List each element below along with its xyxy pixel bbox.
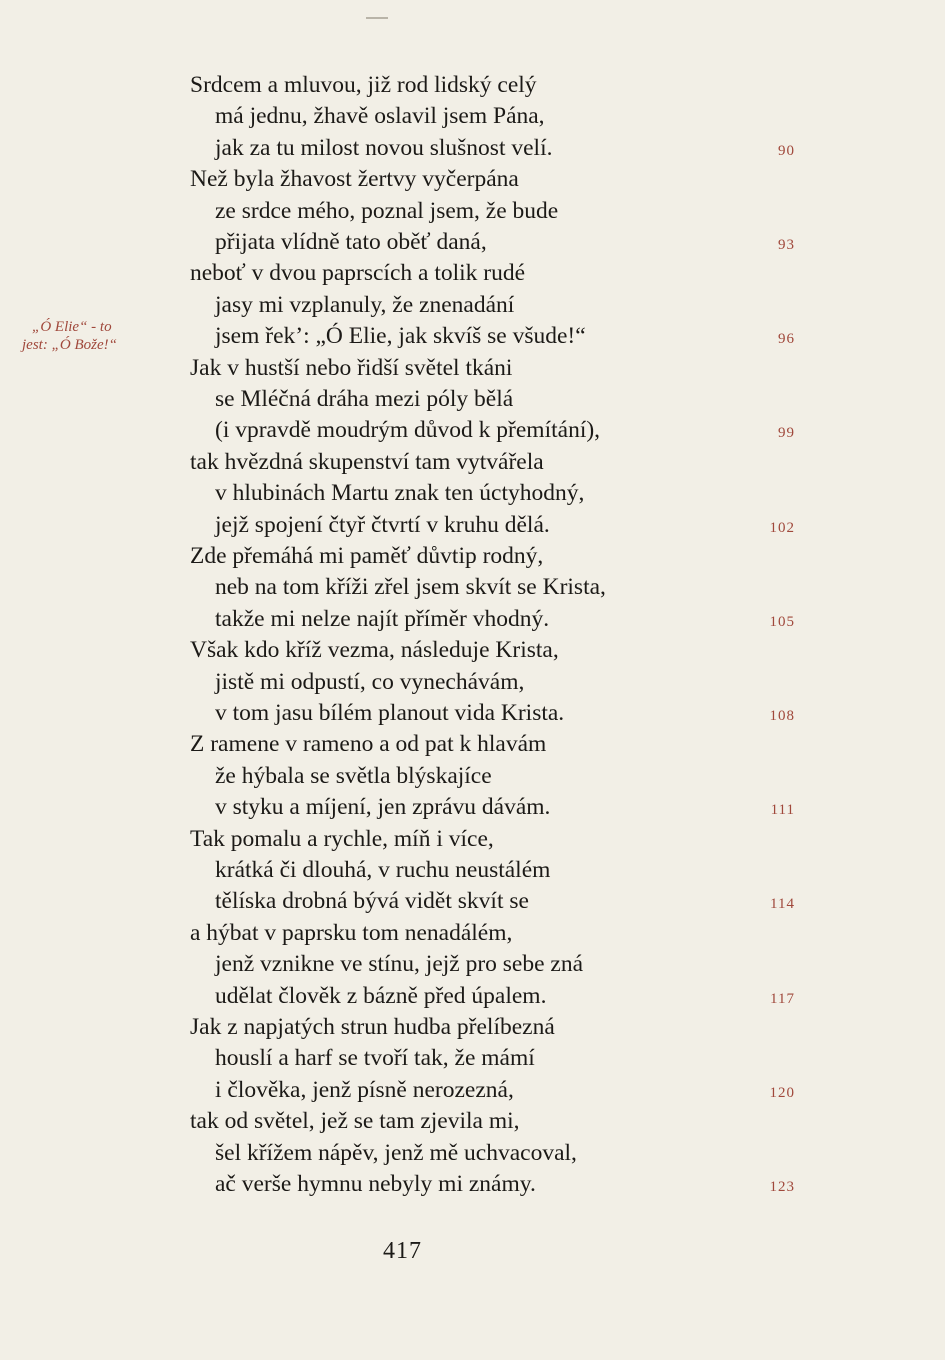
margin-gloss — [22, 318, 182, 354]
verse-line: a hýbat v paprsku tom nenadálém, — [190, 920, 513, 946]
verse-number: 111 — [770, 802, 795, 818]
gloss-line: „Ó Elie“ - to — [32, 319, 112, 335]
verse-number: 93 — [778, 237, 795, 253]
verse-line: jak za tu milost novou slušnost velí. — [215, 135, 553, 161]
verse-number: 96 — [778, 331, 795, 347]
verse-line: tak hvězdná skupenství tam vytvářela — [190, 449, 544, 475]
verse-line: takže mi nelze najít příměr vhodný. — [215, 606, 550, 632]
verse-line: Srdcem a mluvou, již rod lidský celý — [190, 72, 537, 98]
page-number: 417 — [383, 1238, 422, 1264]
verse-line: má jednu, žhavě oslavil jsem Pána, — [215, 103, 545, 129]
verse-line: Než byla žhavost žertvy vyčerpána — [190, 166, 519, 192]
verse-line: jenž vznikne ve stínu, jejž pro sebe zná — [215, 951, 584, 977]
verse-number: 102 — [769, 520, 795, 536]
verse-number: 108 — [769, 708, 795, 724]
verse-line: tak od světel, jež se tam zjevila mi, — [190, 1108, 520, 1134]
verse-line: i člověka, jenž písně nerozezná, — [215, 1077, 514, 1103]
verse-number: 123 — [769, 1179, 795, 1195]
verse-number: 99 — [778, 425, 795, 441]
verse-line: šel křížem nápěv, jenž mě uchvacoval, — [215, 1140, 577, 1166]
verse-line: se Mléčná dráha mezi póly bělá — [215, 386, 514, 412]
verse-line: Jak v hustší nebo řidší světel tkáni — [190, 355, 513, 381]
verse-line: tělíska drobná bývá vidět skvít se — [215, 888, 529, 914]
verse-line: krátká či dlouhá, v ruchu neustálém — [215, 857, 551, 883]
verse-line: v hlubinách Martu znak ten úctyhodný, — [215, 480, 585, 506]
verse-line: Zde přemáhá mi paměť důvtip rodný, — [190, 543, 544, 569]
verse-line: jasy mi vzplanuly, že znenadání — [215, 292, 515, 318]
verse-number: 90 — [778, 143, 795, 159]
verse-line: neboť v dvou paprscích a tolik rudé — [190, 260, 526, 286]
verse-line: v tom jasu bílém planout vida Krista. — [215, 700, 565, 726]
verse-line: (i vpravdě moudrým důvod k přemítání), — [215, 417, 601, 443]
verse-line: Tak pomalu a rychle, míň i více, — [190, 826, 494, 852]
verse-line: přijata vlídně tato oběť daná, — [215, 229, 487, 255]
verse-line: jistě mi odpustí, co vynechávám, — [215, 669, 525, 695]
verse-line: houslí a harf se tvoří tak, že mámí — [215, 1045, 535, 1071]
verse-number: 120 — [769, 1085, 795, 1101]
verse-number: 114 — [770, 896, 795, 912]
verse-line: že hýbala se světla blýskajíce — [215, 763, 492, 789]
verse-line: neb na tom kříži zřel jsem skvít se Krista, — [215, 574, 606, 600]
verse-line: jejž spojení čtyř čtvrtí v kruhu dělá. — [215, 512, 550, 538]
verse-line: Z ramene v rameno a od pat k hlavám — [190, 731, 547, 757]
verse-line: udělat člověk z bázně před úpalem. — [215, 983, 547, 1009]
verse-line: v styku a míjení, jen zprávu dávám. — [215, 794, 551, 820]
verse-number: 105 — [769, 614, 795, 630]
top-rule — [366, 17, 388, 19]
verse-line: jsem řek’: „Ó Elie, jak skvíš se všude!“ — [215, 323, 586, 349]
verse-number: 117 — [770, 991, 795, 1007]
verse-line: Jak z napjatých strun hudba přelíbezná — [190, 1014, 555, 1040]
gloss-line: jest: „Ó Bože!“ — [22, 337, 117, 353]
verse-line: Však kdo kříž vezma, následuje Krista, — [190, 637, 559, 663]
verse-line: ač verše hymnu nebyly mi známy. — [215, 1171, 536, 1197]
verse-line: ze srdce mého, poznal jsem, že bude — [215, 198, 559, 224]
